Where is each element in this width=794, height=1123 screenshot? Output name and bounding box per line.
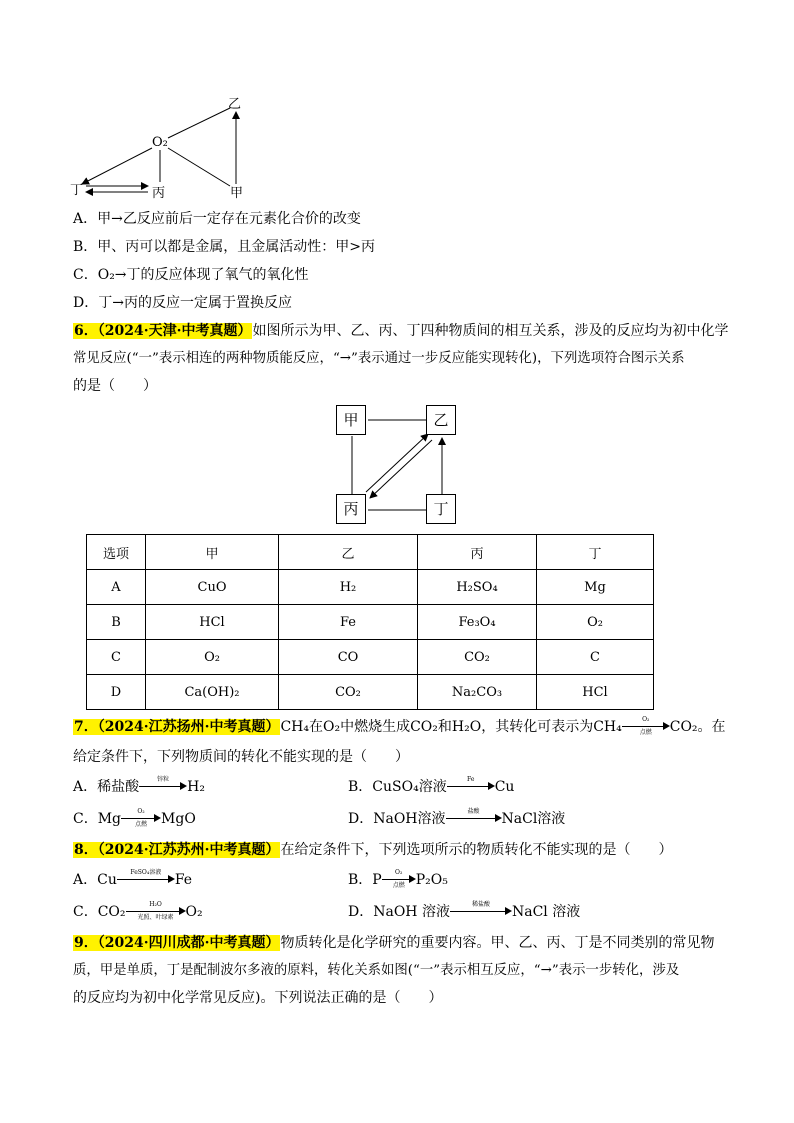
reaction-arrow: 稀盐酸 [450, 902, 512, 922]
q7-text-1a: CH₄在O₂中燃烧生成CO₂和H₂O，其转化可表示为CH₄ [280, 719, 622, 735]
q6-stem-line3: 的是（ ） [73, 378, 157, 394]
q6-box-yi: 乙 [426, 405, 456, 435]
table-header-cell: 乙 [279, 535, 418, 570]
table-cell: Na₂CO₃ [418, 675, 537, 710]
table-header-cell: 选项 [87, 535, 146, 570]
q8-stem-line1 [73, 840, 672, 860]
q7-option-d: D．NaOH溶液 盐酸 NaCl溶液 [348, 808, 566, 827]
table-header-cell: 甲 [146, 535, 279, 570]
table-cell: Fe₃O₄ [418, 605, 537, 640]
table-cell: B [87, 605, 146, 640]
q6-box-ding: 丁 [426, 494, 456, 524]
q5-relation-diagram [60, 90, 260, 205]
q9-stem-line3: 的反应均为初中化学常见反应)。下列说法正确的是（ ） [73, 990, 443, 1006]
q7-stem-line1 [73, 717, 726, 737]
table-cell: HCl [146, 605, 279, 640]
reaction-arrow: H₂O 光照、叶绿素 [126, 902, 186, 922]
table-cell: Mg [537, 570, 654, 605]
q5-option-c: C．O₂→丁的反应体现了氧气的氧化性 [73, 267, 309, 283]
q7-stem-line2: 给定条件下，下列物质间的转化不能实现的是（ ） [73, 749, 409, 765]
table-cell: D [87, 675, 146, 710]
q5-option-a: A．甲→乙反应前后一定存在元素化合价的改变 [73, 211, 361, 227]
q8-text-1: 在给定条件下，下列选项所示的物质转化不能实现的是（ ） [280, 842, 673, 858]
q7-source-tag: 7．（2024·江苏扬州·中考真题） [74, 719, 280, 735]
table-cell: CuO [146, 570, 279, 605]
q8-option-b: B．P O₂ 点燃 P₂O₅ [348, 869, 448, 889]
q7-option-a: A．稀盐酸 锌粒 H₂ [73, 776, 205, 795]
table-cell: H₂ [279, 570, 418, 605]
table-row [87, 570, 654, 605]
table-header-row [87, 535, 654, 570]
q9-text-1: 物质转化是化学研究的重要内容。甲、乙、丙、丁是不同类别的常见物 [280, 935, 715, 951]
table-cell: HCl [537, 675, 654, 710]
q9-stem-line2: 质，甲是单质，丁是配制波尔多液的原料，转化关系如图(“一”表示相互反应，“→”表示一步转化，涉及 [73, 963, 680, 978]
reaction-arrow: Fe [447, 777, 495, 797]
edge-o2-yi [168, 108, 230, 138]
q5-option-b: B．甲、丙可以都是金属，且金属活动性：甲>丙 [73, 239, 376, 255]
table-cell: C [87, 640, 146, 675]
table-cell: O₂ [537, 605, 654, 640]
table-cell: A [87, 570, 146, 605]
q6-source-tag: 6．（2024·天津·中考真题） [74, 323, 252, 339]
reaction-arrow: 盐酸 [446, 809, 502, 829]
q5-option-d: D．丁→丙的反应一定属于置换反应 [73, 295, 292, 311]
table-cell: CO₂ [279, 675, 418, 710]
arrow-o2-ding [82, 148, 152, 184]
reaction-arrow: O₂ 点燃 [382, 870, 416, 890]
q9-stem-line1 [73, 933, 714, 953]
q6-box-bing: 丙 [336, 494, 366, 524]
q7-option-c: C．Mg O₂ 点燃 MgO [73, 808, 196, 828]
table-cell: Ca(OH)₂ [146, 675, 279, 710]
reaction-arrow: 锌粒 [139, 777, 187, 797]
q8-option-a: A．Cu FeSO₄溶液 Fe [73, 869, 193, 888]
q8-source-tag: 8．（2024·江苏苏州·中考真题） [74, 842, 280, 858]
q7-option-b: B．CuSO₄溶液 Fe Cu [348, 776, 515, 795]
table-header-cell: 丁 [537, 535, 654, 570]
reaction-arrow: O₂ 点燃 [121, 809, 161, 829]
q9-source-tag: 9．（2024·四川成都·中考真题） [74, 935, 280, 951]
table-cell: CO₂ [418, 640, 537, 675]
node-yi: 乙 [228, 97, 242, 112]
table-row [87, 605, 654, 640]
node-jia: 甲 [230, 186, 244, 201]
q6-stem-line2: 常见反应(“一”表示相连的两种物质能反应，“→”表示通过一步反应能实现转化)，下列选项符合图示关系 [73, 351, 685, 366]
table-row [87, 675, 654, 710]
table-cell: C [537, 640, 654, 675]
node-o2: O₂ [152, 135, 168, 150]
arrow-bing-yi [366, 434, 428, 492]
reaction-arrow: FeSO₄溶液 [117, 870, 175, 890]
table-cell: CO [279, 640, 418, 675]
node-bing: 丙 [152, 186, 166, 201]
arrow-yi-bing [370, 440, 432, 498]
q6-stem-line1 [73, 321, 728, 341]
table-cell: H₂SO₄ [418, 570, 537, 605]
node-ding: 丁 [70, 183, 84, 198]
reaction-arrow: O₂ 点燃 [622, 717, 670, 737]
table-cell: O₂ [146, 640, 279, 675]
table-cell: Fe [279, 605, 418, 640]
q6-box-jia: 甲 [336, 405, 366, 435]
q6-options-table [86, 534, 654, 710]
q6-text-1: 如图所示为甲、乙、丙、丁四种物质间的相互关系，涉及的反应均为初中化学 [252, 323, 729, 339]
q8-option-c: C．CO₂ H₂O 光照、叶绿素 O₂ [73, 901, 203, 921]
q8-option-d: D．NaOH 溶液 稀盐酸 NaCl 溶液 [348, 901, 581, 920]
edge-o2-jia [168, 148, 230, 186]
table-row [87, 640, 654, 675]
table-header-cell: 丙 [418, 535, 537, 570]
q7-text-1b: CO₂。在 [669, 719, 726, 735]
